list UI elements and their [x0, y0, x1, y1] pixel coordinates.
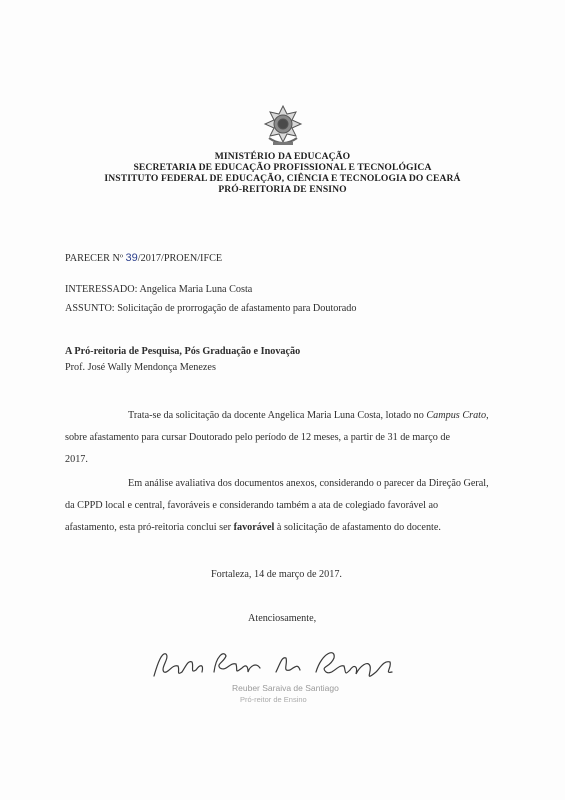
parecer-number: 39	[125, 252, 138, 264]
paragraph-2-line-1: Em análise avaliativa dos documentos anexos, considerando o parecer da Direção Geral,	[128, 478, 489, 489]
paragraph-1-line-3: 2017.	[65, 454, 88, 465]
paragraph-2-line-2: da CPPD local e central, favoráveis e considerando também a ata de colegiado favorável ao	[65, 500, 439, 511]
paragraph-2-line-3: afastamento, esta pró-reitoria conclui ser favorável à solicitação de afastamento do docente.	[65, 522, 441, 533]
parecer-line	[65, 252, 222, 264]
paragraph-1	[65, 405, 489, 471]
header-institute: INSTITUTO FEDERAL DE EDUCAÇÃO, CIÊNCIA E TECNOLOGIA DO CEARÁ	[104, 173, 461, 184]
assunto-value: Solicitação de prorrogação de afastamento para Doutorado	[117, 303, 357, 314]
paragraph-1-line-2: sobre afastamento para cursar Doutorado pelo período de 12 meses, a partir de 31 de março de	[65, 432, 450, 443]
signatory-name: Reuber Saraiva de Santiago	[232, 683, 339, 693]
assunto-label: ASSUNTO:	[65, 303, 115, 314]
header-ministry: MINISTÉRIO DA EDUCAÇÃO	[214, 151, 351, 162]
paragraph-1-line-1: Trata-se da solicitação da docente Angelica Maria Luna Costa, lotado no Campus Crato,	[128, 410, 489, 421]
closing-date: Fortaleza, 14 de março de 2017.	[211, 569, 342, 580]
signatory-role: Pró-reitor de Ensino	[240, 695, 307, 704]
handwritten-signature	[150, 642, 400, 686]
header-secretary: SECRETARIA DE EDUCAÇÃO PROFISSIONAL E TECNOLÓGICA	[133, 162, 432, 173]
addressee-person: Prof. José Wally Mendonça Menezes	[65, 362, 216, 373]
assunto-line	[65, 303, 357, 314]
closing-regards: Atenciosamente,	[248, 613, 317, 624]
interessado-value: Angelica Maria Luna Costa	[139, 284, 253, 295]
addressee-office: A Pró-reitoria de Pesquisa, Pós Graduação e Inovação	[65, 346, 301, 357]
paragraph-2	[65, 473, 489, 539]
interessado-line	[65, 284, 252, 295]
parecer-suffix: /2017/PROEN/IFCE	[137, 253, 223, 264]
brasao-seal-icon	[263, 104, 303, 148]
interessado-label: INTERESSADO:	[65, 284, 138, 295]
header-pro-rectory: PRÓ-REITORIA DE ENSINO	[218, 184, 347, 195]
parecer-prefix: PARECER Nº	[65, 253, 123, 264]
